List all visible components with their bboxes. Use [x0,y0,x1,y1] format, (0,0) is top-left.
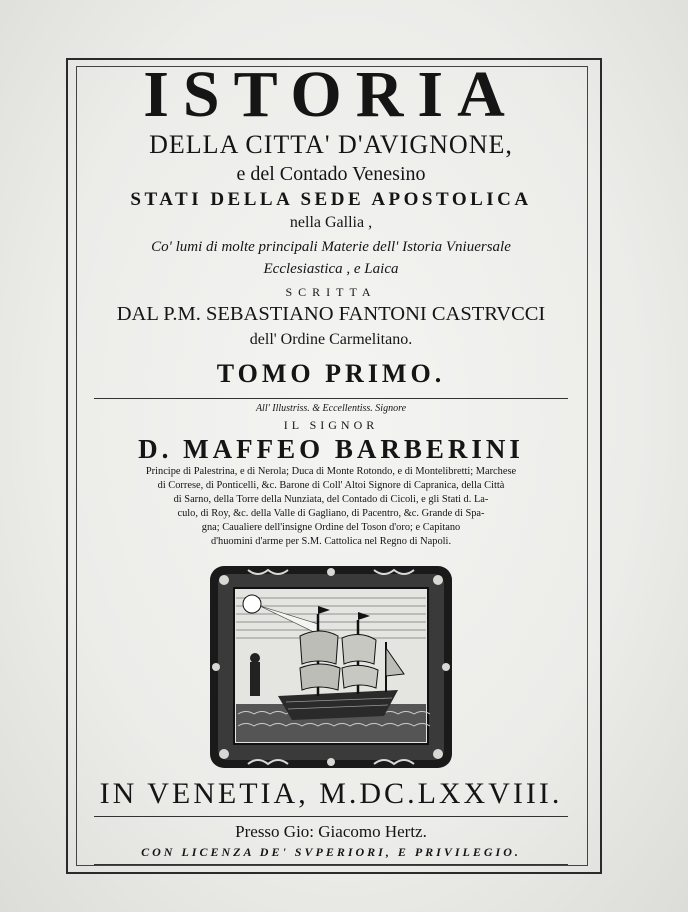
book-subtitle: DELLA CITTA' D'AVIGNONE, [149,130,513,159]
subtitle-ecclesiastica: Ecclesiastica , e Laica [263,261,399,277]
dedicatee-titles-line: d'huomini d'arme per S.M. Cattolica nel Regno di Napoli. [210,536,452,547]
subtitle-gallia: nella Gallia , [289,214,373,231]
order-line: dell' Ordine Carmelitano. [249,331,413,348]
dedicatee-titles-line: Principe di Palestrina, e di Nerola; Duca di Monte Rotondo, e di Montelibretti; Marchese [145,466,517,477]
printer-line: Presso Gio: Giacomo Hertz. [235,822,427,841]
dedicatee-name: D. MAFFEO BARBERINI [138,434,524,464]
subtitle-lumi: Co' lumi di molte principali Materie dell' Istoria Vniuersale [151,239,511,255]
scritta-label: SCRITTA [285,285,377,299]
dedicatee-titles-line: gna; Caualiere dell'insigne Ordine del Toson d'oro; e Capitano [201,522,461,533]
subtitle-contado: e del Contado Venesino [236,163,426,185]
title-page-content [78,58,584,858]
volume-label: TOMO PRIMO. [216,359,446,388]
dedicatee-titles-line: culo, di Roy, &c. della Valle di Gagliano, di Pacentro, &c. Grande di Spa- [177,508,485,519]
divider [94,398,568,399]
dedication-signor: IL SIGNOR [283,418,379,432]
subtitle-stati: STATI DELLA SEDE APOSTOLICA [130,189,532,210]
dedication-address: All' Illustriss. & Eccellentiss. Signore [255,403,407,414]
dedicatee-titles-line: di Correse, di Ponticelli, &c. Barone di Coll' Altoi Signore di Capranica, della Città [157,480,505,491]
author-line: DAL P.M. SEBASTIANO FANTONI CASTRVCCI [116,303,546,325]
divider [94,864,568,865]
imprint-place-date: IN VENETIA, M.DC.LXXVIII. [99,777,563,810]
dedicatee-titles-line: di Sarno, della Torre della Nunziata, del Contado di Cicoli, e gli Stati d. La- [173,494,489,505]
divider [94,816,568,817]
license-line: CON LICENZA DE' SVPERIORI, E PRIVILEGIO. [141,845,521,859]
book-title: ISTORIA [143,58,519,131]
ship-woodcut-icon [208,564,454,770]
